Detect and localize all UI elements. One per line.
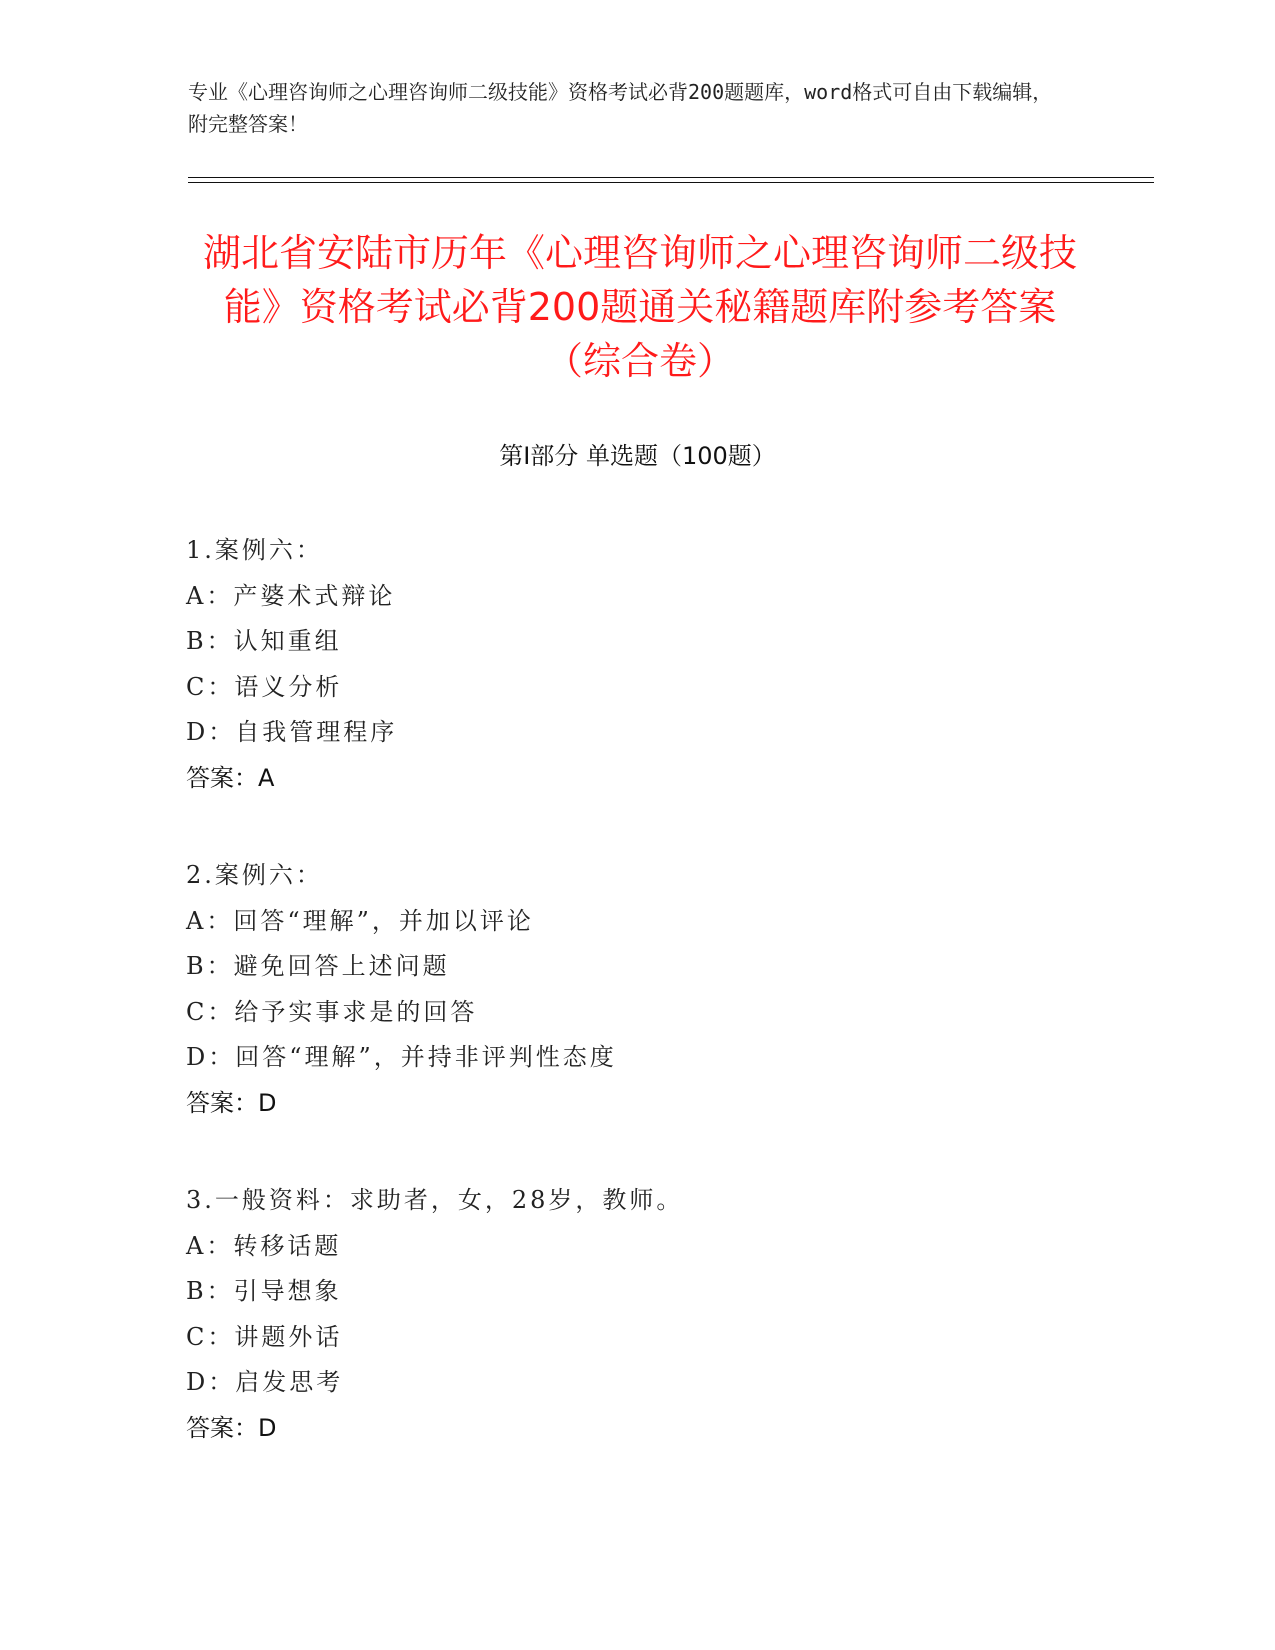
question-3 [186,1178,1086,1451]
option-b: B：避免回答上述问题 [186,952,450,980]
option-a: A：产婆术式辩论 [186,581,396,610]
section-title: 第I部分 单选题（100题） [499,442,776,470]
header-divider-top [188,177,1154,178]
document-title: 湖北省安陆市历年《心理咨询师之心理咨询师二级技能》资格考试必背200题通关秘籍题库附参考答案（综合卷） [202,231,1077,383]
header-divider-bottom [188,182,1154,183]
option-d: D：自我管理程序 [186,718,398,746]
option-d: D：启发思考 [186,1368,344,1396]
option-b: B：引导想象 [186,1277,342,1305]
option-b: B：认知重组 [186,627,342,655]
question-1 [186,528,1086,801]
header-note: 专业《心理咨询师之心理咨询师二级技能》资格考试必背200题题库，word格式可自由下载编辑，附完整答案！ [188,80,1053,136]
question-list [186,528,1086,1503]
question-stem: 1.案例六： [186,536,323,564]
option-d: D：回答“理解”，并持非评判性态度 [186,1043,617,1071]
answer: 答案：D [186,1413,277,1442]
option-c: C：给予实事求是的回答 [186,997,478,1026]
answer: 答案：A [186,763,275,792]
question-stem: 3.一般资料：求助者，女，28岁，教师。 [186,1186,684,1214]
question-stem: 2.案例六： [186,861,323,889]
option-a: A：转移话题 [186,1231,342,1260]
answer: 答案：D [186,1088,277,1117]
option-a: A：回答“理解”，并加以评论 [186,906,534,935]
option-c: C：语义分析 [186,672,343,701]
question-2 [186,853,1086,1126]
option-c: C：讲题外话 [186,1322,343,1351]
